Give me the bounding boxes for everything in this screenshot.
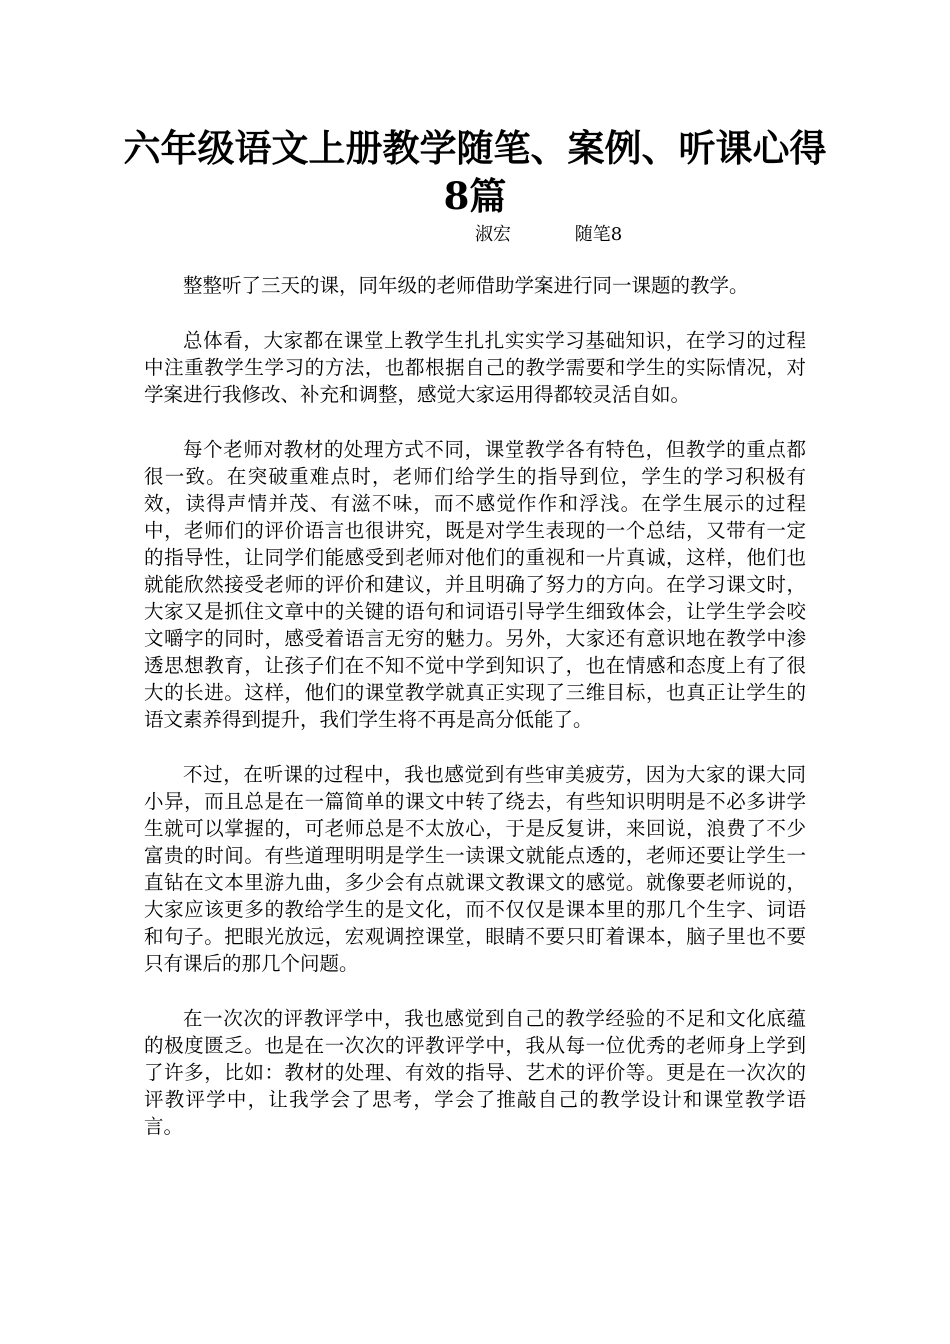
paragraph-3: 每个老师对教材的处理方式不同，课堂教学各有特色，但教学的重点都很一致。在突破重难点时，老师们给学生的指导到位，学生的学习积极有效，读得声情并茂、有滋不味，而不感觉作作和浮浅。在学生展示的过程中，老师们的评价语言也很讲究，既是对学生表现的一个总结，又带有一定的指导性，让同学们能感受到老师对他们的重视和一片真诚，这样，他们也就能欣然接受老师的评价和建议，并且明确了努力的方向。在学习课文时，大家又是抓住文章中的关键的语句和词语引导学生细致体会，让学生学会咬文嚼字的同时，感受着语言无穷的魅力。另外，大家还有意识地在教学中渗透思想教育，让孩子们在不知不觉中学到知识了，也在情感和态度上有了很大的长进。这样，他们的课堂教学就真正实现了三维目标，也真正让学生的语文素养得到提升，我们学生将不再是高分低能了。: [144, 438, 806, 731]
author-name: 淑宏: [475, 224, 511, 245]
document-body: [144, 272, 806, 1168]
series-label: 随笔8: [574, 224, 623, 245]
byline: [475, 222, 622, 248]
paragraph-1: 整整听了三天的课，同年级的老师借助学案进行同一课题的教学。: [183, 274, 749, 297]
paragraph-2: 总体看，大家都在课堂上教学生扎扎实实学习基础知识，在学习的过程中注重教学生学习的方法，也都根据自己的教学需要和学生的实际情况，对学案进行我修改、补充和调整，感觉大家运用得都较灵活自如。: [144, 329, 806, 406]
paragraph-4: 不过，在听课的过程中，我也感觉到有些审美疲劳，因为大家的课大同小异，而且总是在一篇简单的课文中转了绕去，有些知识明明是不必多讲学生就可以掌握的，可老师总是不太放心，于是反复讲，来回说，浪费了不少富贵的时间。有些道理明明是学生一读课文就能点透的，老师还要让学生一直钻在文本里游九曲，多少会有点就课文教课文的感觉。就像要老师说的，大家应该更多的教给学生的是文化，而不仅仅是课本里的那几个生字、词语和句子。把眼光放远，宏观调控课堂，眼睛不要只盯着课本，脑子里也不要只有课后的那几个问题。: [144, 763, 806, 975]
document-title: 六年级语文上册教学随笔、案例、听课心得8篇: [123, 126, 827, 218]
paragraph-5: 在一次次的评教评学中，我也感觉到自己的教学经验的不足和文化底蕴的极度匮乏。也是在一次次的评教评学中，我从每一位优秀的老师身上学到了许多，比如：教材的处理、有效的指导、艺术的评价等。更是在一次次的评教评学中，让我学会了思考，学会了推敲自己的教学设计和课堂教学语言。: [144, 1007, 806, 1138]
